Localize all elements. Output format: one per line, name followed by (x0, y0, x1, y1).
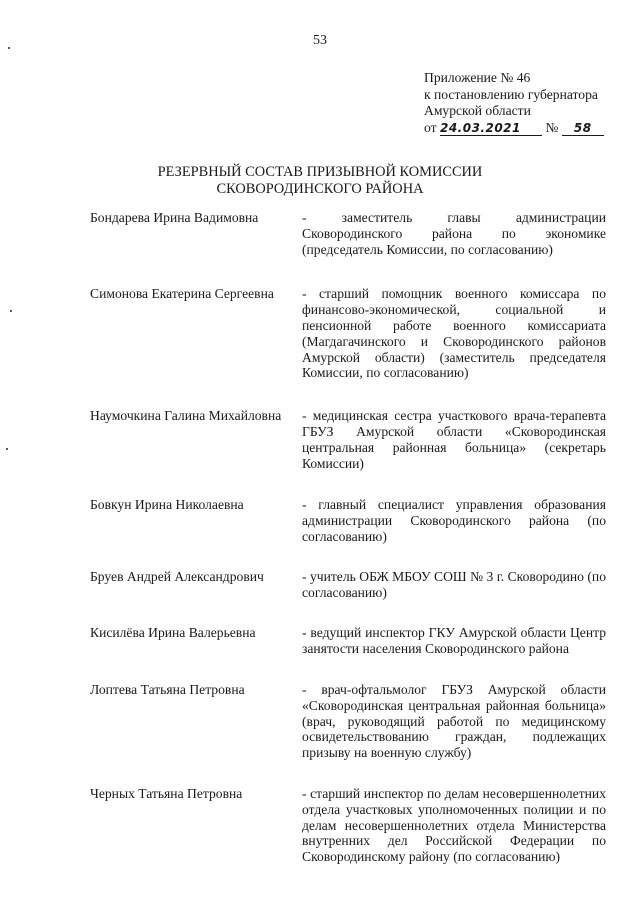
member-name: Лоптева Татьяна Петровна (90, 681, 245, 697)
scan-speck (10, 310, 12, 312)
member-role: - старший инспектор по делам несовершеннолетних отдела участковых уполномоченных полиции и по делам несовершеннолетних отдела Министерства внутренних дел Российской Федерации по Сковородинскому району (по согласованию) (302, 785, 606, 865)
appendix-line-1: Приложение № 46 (424, 70, 531, 85)
member-row (90, 682, 608, 761)
scan-speck (8, 47, 10, 49)
member-name: Бруев Андрей Александрович (90, 568, 264, 584)
number-prefix: № (545, 119, 559, 135)
member-role: - медицинская сестра участкового врача-терапевта ГБУЗ Амурской области «Сковородинская центральная районная больница» (секретарь Комиссии) (302, 408, 606, 471)
member-name: Черных Татьяна Петровна (90, 785, 243, 801)
title-line-2: СКОВОРОДИНСКОГО РАЙОНА (216, 181, 424, 197)
member-row (90, 625, 608, 657)
title-line-1: РЕЗЕРВНЫЙ СОСТАВ ПРИЗЫВНОЙ КОМИССИИ (157, 164, 483, 180)
member-name: Бондарева Ирина Вадимовна (90, 210, 259, 225)
commission-members-list (90, 210, 608, 865)
member-role: - заместитель главы администрации Сковородинского района по экономике (председатель Комиссии, по согласованию) (302, 210, 606, 257)
member-role: - старший помощник военного комиссара по финансово-экономической, социальной и пенсионной работе военного комиссариата (Магдагачинского и Сковородинского районов Амурской области) (заместитель председателя Комиссии, по согласованию) (302, 286, 606, 381)
document-title (0, 164, 640, 198)
member-name: Симонова Екатерина Сергеевна (90, 286, 274, 302)
resolution-date-value: 24.03.2021 (439, 120, 521, 135)
member-role: - учитель ОБЖ МБОУ СОШ № 3 г. Сковородино (по согласованию) (302, 568, 606, 600)
resolution-number-value: 58 (573, 120, 592, 135)
member-name: Кисилёва Ирина Валерьевна (90, 625, 256, 641)
member-row (90, 286, 608, 381)
member-row (90, 408, 608, 471)
member-role: - ведущий инспектор ГКУ Амурской области Центр занятости населения Сковородинского района (302, 625, 606, 657)
member-row (90, 497, 608, 544)
appendix-block (424, 70, 604, 136)
member-row (90, 786, 608, 865)
page-number: 53 (313, 33, 327, 48)
member-row (90, 210, 608, 257)
appendix-line-2: к постановлению губернатора (424, 86, 598, 102)
member-name: Наумочкина Галина Михайловна (90, 408, 282, 424)
date-prefix: от (424, 119, 437, 135)
resolution-date (440, 121, 542, 136)
member-name: Бовкун Ирина Николаевна (90, 497, 244, 513)
resolution-number (562, 121, 604, 136)
member-role: - главный специалист управления образования администрации Сковородинского района (по согласованию) (302, 497, 606, 544)
scan-speck (6, 448, 8, 450)
appendix-line-3: Амурской области (424, 103, 531, 118)
member-row (90, 569, 608, 601)
appendix-date-line (424, 120, 604, 137)
member-role: - врач-офтальмолог ГБУЗ Амурской области «Сковородинская центральная районная больница» (врач, руководящий работой по медицинскому освидетельствованию граждан, подлежащих призыву на военную службу) (302, 681, 606, 761)
